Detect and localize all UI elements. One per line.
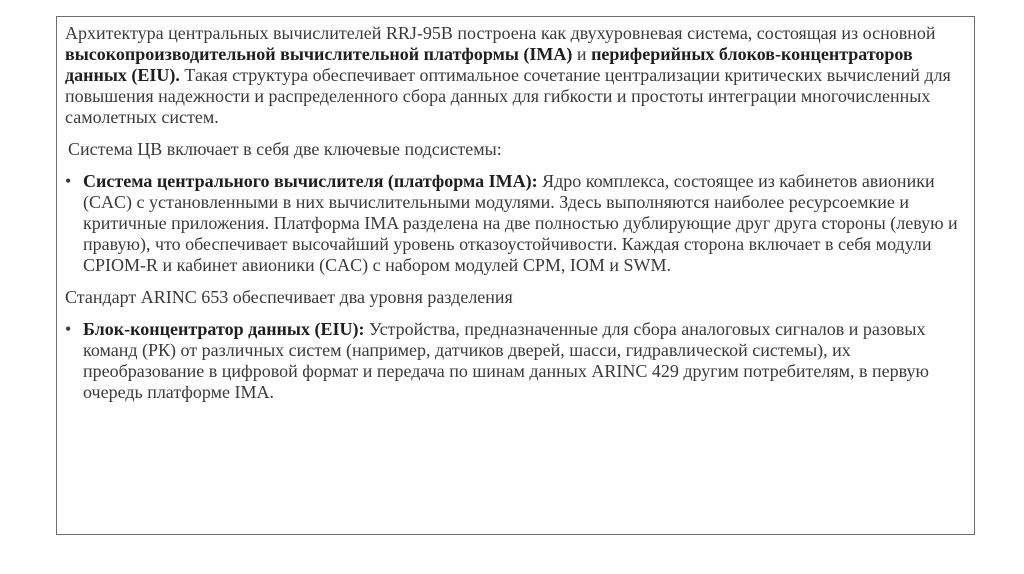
- eiu-subsystem-title: Блок-концентратор данных (EIU):: [83, 319, 365, 339]
- intro-text-1: Архитектура центральных вычислителей RRJ-95B построена как двухуровневая система, состоящая из основной: [65, 23, 936, 43]
- bullet-icon: •: [65, 171, 72, 191]
- ima-subsystem-title: Система центрального вычислителя (платформа IMA):: [83, 171, 538, 191]
- eiu-subsystem-text: Устройства, предназначенные для сбора аналоговых сигналов и разовых команд (РК) от различных систем (например, датчиков дверей, шасси, гидравлической системы), их преобразование в цифровой формат и передача по шинам данных ARINC 429 другим потребителям, в первую очередь платформе IMA.: [83, 319, 929, 402]
- ima-platform-term: высокопроизводительной вычислительной платформы (IMA): [65, 44, 573, 64]
- eiu-subsystem-item: [65, 319, 965, 403]
- arinc-note: Стандарт ARINC 653 обеспечивает два уровня разделения: [65, 287, 513, 307]
- bullet-icon: •: [65, 319, 72, 339]
- subsystems-intro: Система ЦВ включает в себя две ключевые подсистемы:: [68, 139, 502, 159]
- document-body: [65, 23, 965, 414]
- eiu-term: периферийных блоков-концентраторов данных (EIU).: [65, 44, 913, 85]
- ima-subsystem-text: Ядро комплекса, состоящее из кабинетов авионики (CAC) с установленными в них вычислительными модулями. Здесь выполняются наиболее ресурсоемкие и критичные приложения. Платформа IMA разделена на две полностью дублирующие друг друга стороны (левую и правую), что обеспечивает высочайший уровень отказоустойчивости. Каждая сторона включает в себя модули CPIOM-R и кабинет авионики (CAC) с набором модулей CPM, IOM и SWM.: [83, 171, 958, 275]
- intro-text-3: Такая структура обеспечивает оптимальное сочетание централизации критических вычислений для повышения надежности и распределенного сбора данных для гибкости и простоты интеграции многочисленных самолетных систем.: [65, 65, 951, 127]
- ima-subsystem-item: [65, 171, 965, 276]
- intro-paragraph: [65, 23, 965, 128]
- intro-text-2: и: [572, 44, 592, 64]
